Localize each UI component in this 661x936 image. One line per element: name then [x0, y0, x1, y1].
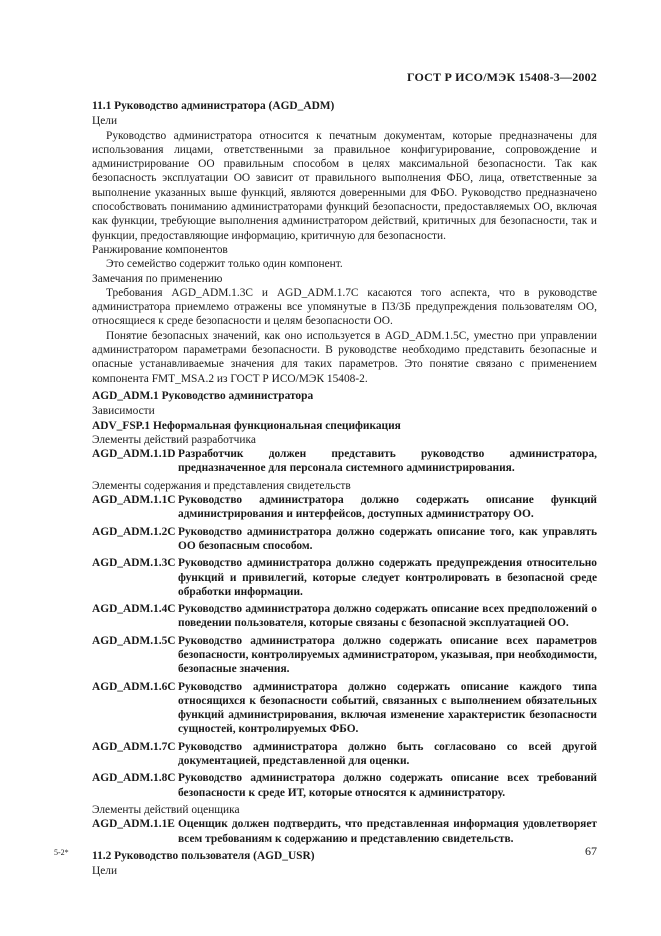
requirement-text: Руководство администратора должно содержать описание того, как управлять ОО безопасным способом.: [178, 525, 597, 552]
requirement-element: [92, 556, 597, 599]
requirement-text: Разработчик должен представить руководство администратора, предназначенное для персонала системного администрирования.: [178, 448, 597, 475]
evaluator-elements-label: Элементы действий оценщика: [92, 803, 240, 816]
evaluator-elements-list: [92, 817, 597, 846]
requirement-element: [92, 447, 597, 476]
ranking-label: Ранжирование компонентов: [92, 243, 228, 256]
page-content: [92, 96, 597, 878]
requirement-text: Руководство администратора должно содержать описание всех параметров безопасности, контролируемых администратором, указывая, при необходимости, безопасные значения.: [178, 634, 597, 676]
requirement-code: AGD_ADM.1.6C: [92, 680, 176, 693]
section-11-2-goals-label: Цели: [92, 865, 118, 878]
requirement-text: Руководство администратора должно содержать описание функций администрирования и интерфейсов, доступных администратору ОО.: [178, 494, 597, 521]
requirement-element: [92, 493, 597, 522]
developer-elements-list: [92, 447, 597, 476]
goals-paragraph: Руководство администратора относится к печатным документам, которые предназначены для использования лицами, ответственными за правильное конфигурирование, сопровождение и администрирование ОО правильным способом в целях максимальной безопасности. Так как безопасность эксплуатации ОО зависит от правильного выполнения ФБО, лица, ответственные за выполнение указанных выше функций, являются доверенными для ФБО. Руководство предназначено способствовать пониманию администраторами функций безопасности, предоставляемых ОО, включая как функции, требующие выполнения администратором действий, критичных для безопасности, так и функции, предоставляющие информацию, критичную для безопасности.: [92, 129, 597, 242]
requirement-element: [92, 817, 597, 846]
section-11-2-title: 11.2 Руководство пользователя (AGD_USR): [92, 849, 315, 862]
requirement-code: AGD_ADM.1.7C: [92, 740, 176, 753]
requirement-element: [92, 634, 597, 677]
requirement-element: [92, 771, 597, 800]
requirement-element: [92, 680, 597, 737]
running-header: ГОСТ Р ИСО/МЭК 15408-3—2002: [406, 70, 597, 84]
requirement-code: AGD_ADM.1.1E: [92, 818, 175, 831]
page-number: 67: [585, 844, 597, 858]
notes-label: Замечания по применению: [92, 272, 223, 285]
requirement-text: Руководство администратора должно содержать предупреждения относительно функций и привилегий, которые следует контролировать в безопасной среде обработки информации.: [178, 557, 597, 598]
requirement-code: AGD_ADM.1.1C: [92, 494, 176, 507]
dependencies-label: Зависимости: [92, 405, 155, 418]
requirement-code: AGD_ADM.1.4C: [92, 603, 176, 616]
requirement-text: Оценщик должен подтвердить, что представленная информация удовлетворяет всем требованиям к содержанию и представлению свидетельств.: [178, 818, 597, 845]
requirement-element: [92, 525, 597, 554]
ranking-paragraph: Это семейство содержит только один компонент.: [106, 258, 343, 271]
requirement-code: AGD_ADM.1.1D: [92, 448, 176, 461]
requirement-element: [92, 602, 597, 631]
requirement-code: AGD_ADM.1.8C: [92, 772, 176, 785]
developer-elements-label: Элементы действий разработчика: [92, 433, 256, 446]
requirement-text: Руководство администратора должно содержать описание всех требований безопасности к среде ИТ, которые относятся к администратору.: [178, 772, 597, 799]
content-elements-list: [92, 493, 597, 800]
requirement-code: AGD_ADM.1.5C: [92, 634, 176, 647]
requirement-code: AGD_ADM.1.2C: [92, 525, 176, 538]
notes-paragraph-1: Требования AGD_ADM.1.3C и AGD_ADM.1.7C касаются того аспекта, что в руководстве администратора приемлемо отражены все упомянутые в ПЗ/ЗБ предупреждения пользователям ОО, относящиеся к среде безопасности и целям безопасности ОО.: [92, 286, 597, 328]
requirement-code: AGD_ADM.1.3C: [92, 557, 176, 570]
notes-paragraph-2: Понятие безопасных значений, как оно используется в AGD_ADM.1.5C, уместно при управлении администратором параметрами безопасности. В руководстве необходимо представить безопасные и опасные устанавливаемые значения для таких параметров. Это понятие связано с применением компонента FMT_MSA.2 из ГОСТ Р ИСО/МЭК 15408-2.: [92, 329, 597, 385]
footer-mark: 5-2*: [54, 848, 69, 857]
requirement-text: Руководство администратора должно быть согласовано со всей другой документацией, представленной для оценки.: [178, 740, 597, 768]
dependencies-value: ADV_FSP.1 Неформальная функциональная спецификация: [92, 419, 401, 432]
component-title: AGD_ADM.1 Руководство администратора: [92, 389, 314, 402]
content-elements-label: Элементы содержания и представления свидетельств: [92, 479, 351, 492]
requirement-text: Руководство администратора должно содержать описание всех предположений о поведении пользователя, которые связаны с безопасной эксплуатацией ОО.: [178, 603, 597, 630]
section-11-1-title: 11.1 Руководство администратора (AGD_ADM): [92, 100, 335, 112]
requirement-text: Руководство администратора должно содержать описание каждого типа относящихся к безопасности событий, связанных с выполнением обязательных функций администрирования, включая изменение характеристик безопасности сущностей, контролируемых ФБО.: [178, 680, 597, 736]
requirement-element: [92, 740, 597, 769]
goals-label: Цели: [92, 115, 118, 128]
